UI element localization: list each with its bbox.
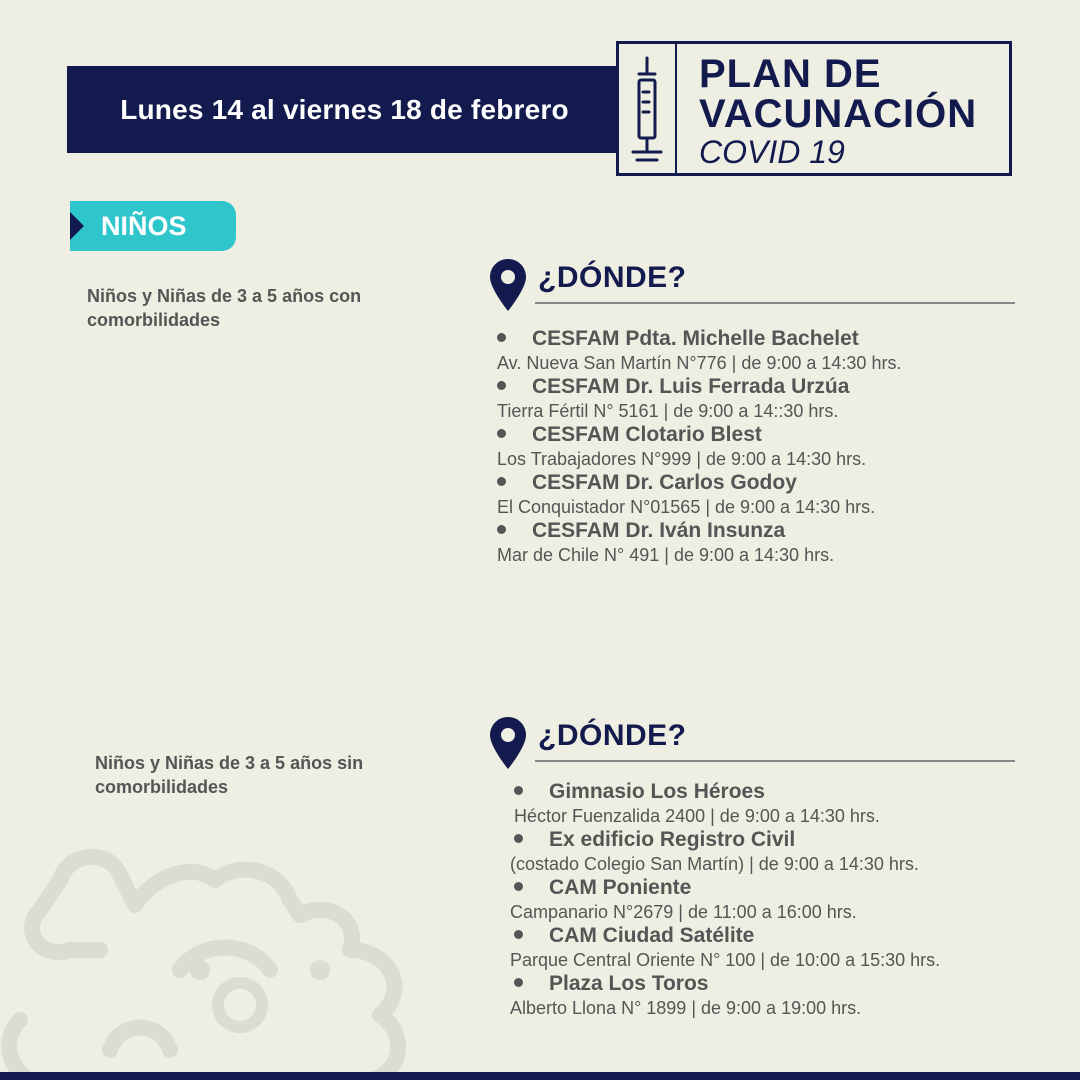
- where-underline: [535, 760, 1015, 762]
- bullet-icon: [497, 525, 506, 534]
- category-tag-label: NIÑOS: [101, 211, 187, 241]
- group-label-sin-comorbilidades: Niños y Niñas de 3 a 5 años sin comorbilidades: [95, 753, 364, 797]
- syringe-icon: [629, 56, 665, 166]
- location-name: CESFAM Dr. Carlos Godoy: [532, 471, 797, 494]
- location-address: (costado Colegio San Martín) | de 9:00 a 14:30 hrs.: [510, 854, 919, 874]
- bullet-icon: [497, 429, 506, 438]
- tag-notch: [70, 212, 84, 240]
- list-item: [510, 923, 940, 971]
- list-item: [497, 518, 901, 566]
- list-item: [497, 374, 901, 422]
- location-name: CESFAM Dr. Luis Ferrada Urzúa: [532, 375, 850, 398]
- location-address: Héctor Fuenzalida 2400 | de 9:00 a 14:30 hrs.: [514, 806, 880, 826]
- plan-title: [699, 54, 977, 134]
- plan-title-line1: PLAN DE: [699, 52, 882, 96]
- location-list: [497, 326, 901, 566]
- where-title: ¿DÓNDE?: [538, 719, 687, 752]
- plan-title-box: [616, 41, 1012, 176]
- location-list: [510, 779, 940, 1019]
- location-name: CESFAM Pdta. Michelle Bachelet: [532, 327, 859, 350]
- location-address: Av. Nueva San Martín N°776 | de 9:00 a 14:30 hrs.: [497, 353, 902, 373]
- where-title: ¿DÓNDE?: [538, 261, 687, 294]
- location-name: CAM Ciudad Satélite: [549, 924, 755, 947]
- list-item: [510, 827, 940, 875]
- list-item: [497, 422, 901, 470]
- bullet-icon: [514, 978, 523, 987]
- bullet-icon: [497, 477, 506, 486]
- date-range-text: Lunes 14 al viernes 18 de febrero: [120, 93, 569, 125]
- location-address: Campanario N°2679 | de 11:00 a 16:00 hrs.: [510, 902, 857, 922]
- bullet-icon: [514, 882, 523, 891]
- location-address: Mar de Chile N° 491 | de 9:00 a 14:30 hrs.: [497, 545, 835, 565]
- bottom-bar: [0, 1072, 1080, 1080]
- location-name: Gimnasio Los Héroes: [549, 780, 765, 803]
- location-address: Alberto Llona N° 1899 | de 9:00 a 19:00 hrs.: [510, 998, 862, 1018]
- location-pin-icon: [490, 717, 526, 769]
- bullet-icon: [497, 381, 506, 390]
- bullet-icon: [514, 786, 523, 795]
- list-item: [497, 326, 901, 374]
- location-name: Ex edificio Registro Civil: [549, 828, 796, 851]
- date-range-banner: [67, 66, 622, 153]
- group-label-con-comorbilidades: Niños y Niñas de 3 a 5 años con comorbilidades: [87, 286, 362, 330]
- category-tag: [70, 201, 236, 251]
- location-address: El Conquistador N°01565 | de 9:00 a 14:30 hrs.: [497, 497, 876, 517]
- plan-box-divider: [675, 44, 677, 173]
- plan-title-line2: VACUNACIÓN: [699, 92, 978, 136]
- location-name: CESFAM Clotario Blest: [532, 423, 762, 446]
- list-item: [510, 875, 940, 923]
- location-address: Parque Central Oriente N° 100 | de 10:00 a 15:30 hrs.: [510, 950, 941, 970]
- plan-subtitle: COVID 19: [699, 134, 845, 170]
- list-item: [510, 971, 940, 1019]
- list-item: [510, 779, 940, 827]
- location-pin-icon: [490, 259, 526, 311]
- location-name: CAM Poniente: [549, 876, 692, 899]
- where-underline: [535, 302, 1015, 304]
- bullet-icon: [514, 930, 523, 939]
- location-name: Plaza Los Toros: [549, 972, 709, 995]
- virus-illustration: [0, 820, 460, 1080]
- location-name: CESFAM Dr. Iván Insunza: [532, 519, 786, 542]
- location-address: Los Trabajadores N°999 | de 9:00 a 14:30 hrs.: [497, 449, 867, 469]
- bullet-icon: [514, 834, 523, 843]
- bullet-icon: [497, 333, 506, 342]
- list-item: [497, 470, 901, 518]
- location-address: Tierra Fértil N° 5161 | de 9:00 a 14::30 hrs.: [497, 401, 839, 421]
